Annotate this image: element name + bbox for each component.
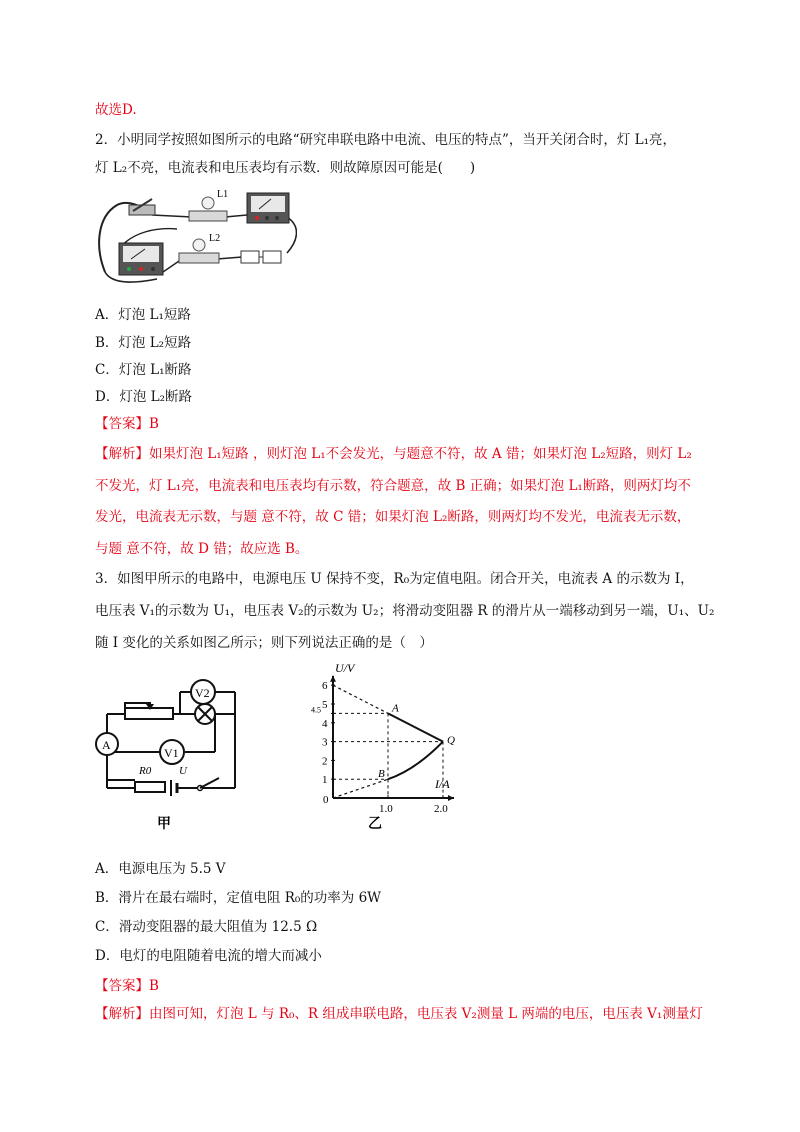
graph-y-tick-label: 4.5 bbox=[311, 705, 321, 715]
q2-stem-line2: 灯 L₂不亮，电流表和电压表均有示数．则故障原因可能是( ) bbox=[95, 160, 476, 176]
graph-y-tick-label: 1 bbox=[322, 774, 328, 787]
graph-series-curve bbox=[388, 742, 443, 780]
graph-point-label: B bbox=[378, 768, 385, 781]
q2-option-d[interactable]: D．灯泡 L₂断路 bbox=[95, 389, 192, 405]
q3-circuit-diagram bbox=[95, 670, 245, 835]
q2-analysis-line3: 发光，电流表无示数，与题 意不符，故 C 错；如果灯泡 L₂断路，则两灯均不发光，电流表无示数， bbox=[95, 509, 691, 525]
graph-dashed-extension bbox=[333, 779, 388, 798]
graph-y-tick-label: 2 bbox=[322, 755, 328, 768]
graph-y-axis-label: U/V bbox=[335, 661, 355, 675]
q3-answer: 【答案】B bbox=[95, 978, 159, 994]
graph-series-line bbox=[388, 713, 443, 741]
graph-point-label: Q bbox=[447, 734, 455, 747]
q3-option-a[interactable]: A．电源电压为 5.5 V bbox=[95, 861, 226, 877]
q3-stem-line2: 电压表 V₁的示数为 U₁，电压表 V₂的示数为 U₂；将滑动变阻器 R 的滑片从一端移动到另一端，U₁、U₂ bbox=[95, 603, 715, 619]
q2-answer: 【答案】B bbox=[95, 416, 159, 432]
graph-point-label: A bbox=[392, 702, 399, 715]
graph-y-tick-label: 6 bbox=[322, 680, 328, 693]
q3-circuit-label-r0: R0 bbox=[139, 765, 152, 777]
q3-stem-line1: 3．如图甲所示的电路中，电源电压 U 保持不变，R₀为定值电阻。闭合开关，电流表 A 的示数为 I， bbox=[95, 571, 694, 587]
graph-x-tick-label: 1.0 bbox=[379, 803, 393, 815]
graph-y-tick-label: 5 bbox=[322, 699, 328, 711]
q2-fig-label-l2: L2 bbox=[209, 233, 221, 244]
q3-circuit-label-v1: V1 bbox=[164, 746, 179, 760]
q3-option-b[interactable]: B．滑片在最右端时，定值电阻 R₀的功率为 6W bbox=[95, 890, 382, 906]
graph-y-tick-label: 3 bbox=[322, 736, 328, 749]
graph-dashed-extension bbox=[333, 685, 388, 713]
graph-x-tick-label: 2.0 bbox=[434, 803, 448, 815]
previous-answer-conclusion: 故选D. bbox=[95, 102, 137, 118]
q3-circuit-label-u: U bbox=[179, 765, 187, 777]
graph-y-arrow bbox=[330, 676, 336, 682]
q3-circuit-caption: 甲 bbox=[157, 816, 171, 832]
graph-y-tick-label: 4 bbox=[322, 717, 328, 730]
q2-option-a[interactable]: A．灯泡 L₁短路 bbox=[95, 307, 191, 323]
graph-x-axis-label: I/A bbox=[435, 777, 450, 791]
q3-analysis-line1: 【解析】由图可知，灯泡 L 与 R₀、R 组成串联电路，电压表 V₂测量 L 两端的电压，电压表 V₁测量灯 bbox=[95, 1006, 703, 1022]
graph-y-tick-label: 0 bbox=[323, 794, 329, 806]
q3-option-d[interactable]: D．电灯的电阻随着电流的增大而减小 bbox=[95, 948, 322, 964]
q3-stem-line3: 随 I 变化的关系如图乙所示；则下列说法正确的是（ ） bbox=[95, 635, 433, 651]
q2-option-b[interactable]: B．灯泡 L₂短路 bbox=[95, 335, 192, 351]
q2-fig-label-l1: L1 bbox=[217, 189, 229, 200]
q2-circuit-photo bbox=[97, 187, 297, 287]
q3-circuit-label-a: A bbox=[102, 738, 111, 752]
q3-option-c[interactable]: C．滑动变阻器的最大阻值为 12.5 Ω bbox=[95, 919, 318, 935]
graph-caption: 乙 bbox=[368, 816, 382, 832]
q2-analysis-line1: 【解析】如果灯泡 L₁短路 ，则灯泡 L₁不会发光，与题意不符，故 A 错；如果灯泡 L₂短路，则灯 L₂ bbox=[95, 446, 692, 462]
q3-circuit-label-v2: V2 bbox=[195, 686, 210, 700]
q2-analysis-line2: 不发光，灯 L₁亮，电流表和电压表均有示数，符合题意，故 B 正确；如果灯泡 L₁断路，则两灯均不 bbox=[95, 478, 691, 494]
q2-stem-line1: 2．小明同学按照如图所示的电路“研究串联电路中电流、电压的特点”，当开关闭合时，灯 L₁亮， bbox=[95, 132, 677, 148]
q2-analysis-line4: 与题 意不符，故 D 错；故应选 B。 bbox=[95, 541, 309, 557]
q2-option-c[interactable]: C．灯泡 L₁断路 bbox=[95, 362, 192, 378]
q3-graph bbox=[305, 660, 465, 835]
graph-x-arrow bbox=[448, 795, 454, 801]
